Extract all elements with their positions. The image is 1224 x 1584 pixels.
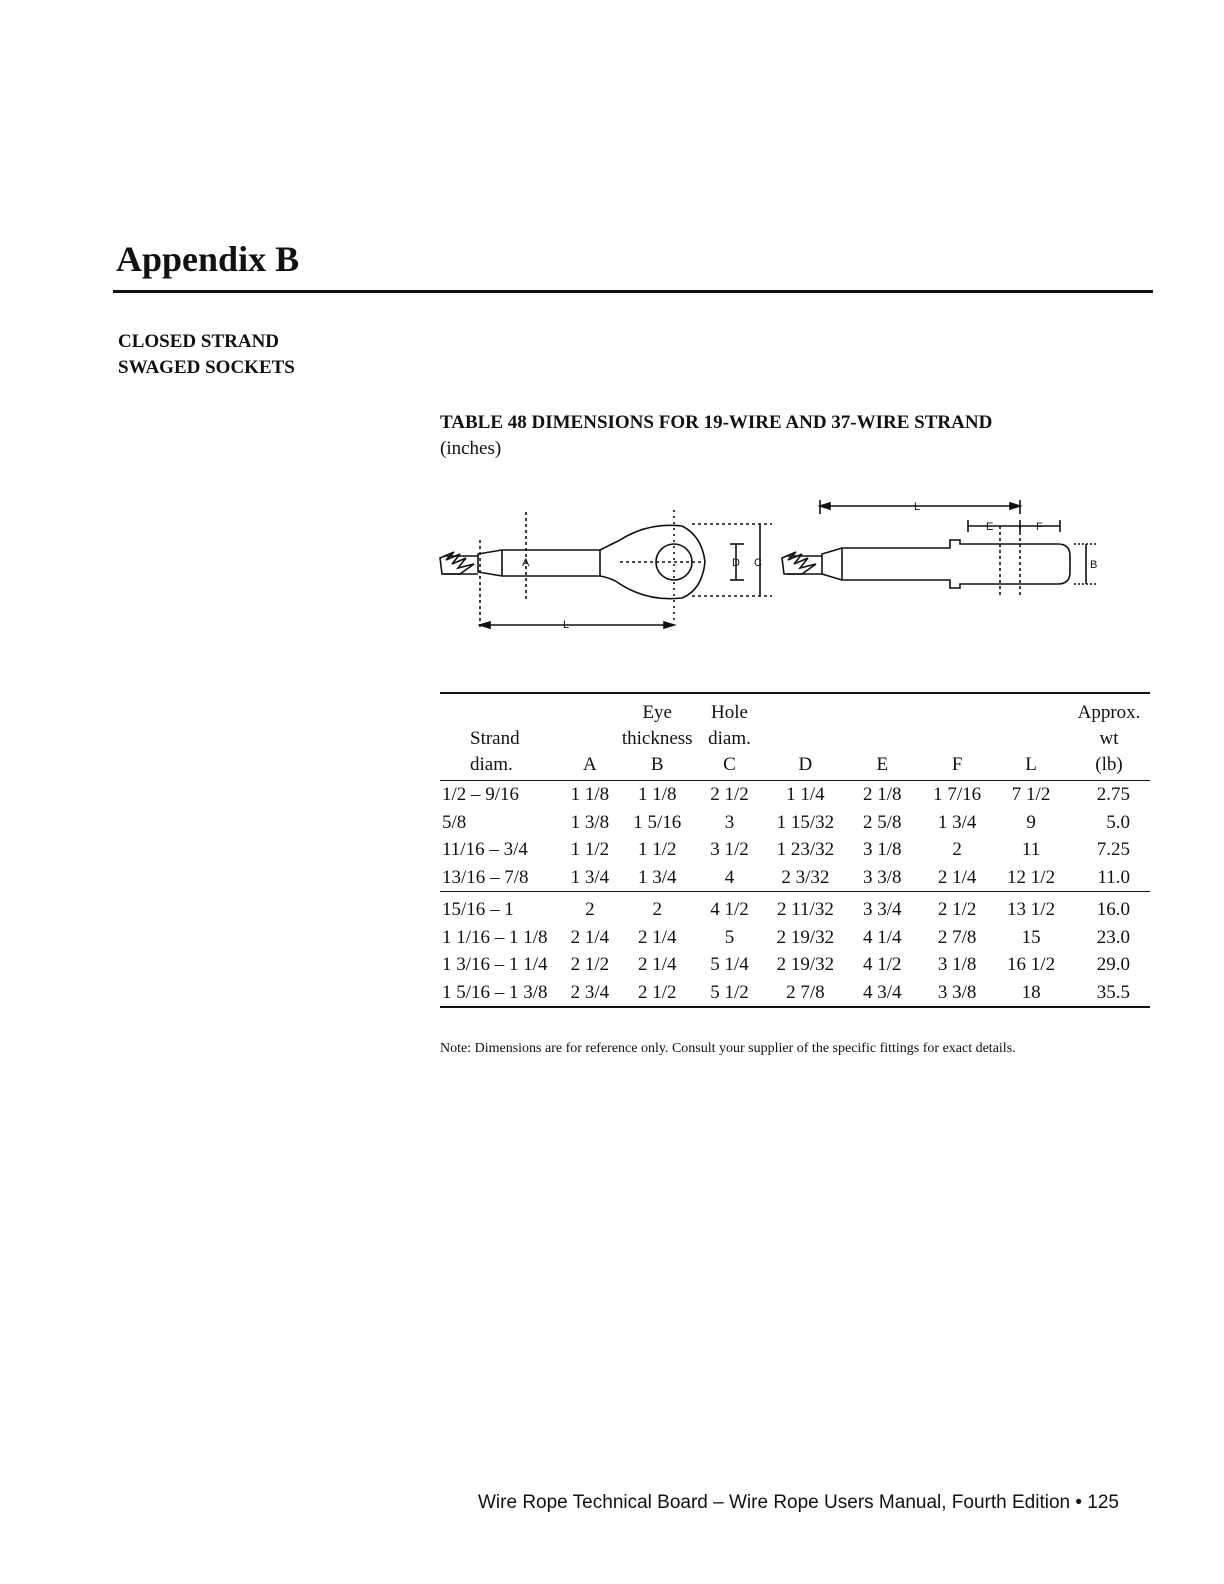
table-cell: 1 15/32	[776, 811, 835, 833]
table-cell: 16 1/2	[1007, 954, 1056, 975]
col-c-line2: diam.	[708, 728, 751, 749]
cell-strand-diam: 11/16 – 3/4	[442, 839, 528, 860]
col-b-line3: B	[622, 752, 693, 781]
table-cell: 29.0	[1096, 954, 1130, 975]
table-cell: 3 1/2	[710, 839, 749, 860]
appendix-title: Appendix B	[116, 239, 300, 279]
cell-strand-diam: 1 3/16 – 1 1/4	[442, 954, 548, 975]
table-note: Note: Dimensions are for reference only. Consult your supplier of the specific fittings for exact details.	[440, 1041, 1016, 1056]
table-cell: 3 1/8	[863, 839, 902, 860]
col-wt-line3: (lb)	[1068, 752, 1150, 781]
col-strand-line1: Strand	[470, 728, 520, 749]
label-a: A	[522, 557, 530, 569]
table-cell: 2	[558, 892, 622, 924]
table-cell: 4 1/4	[863, 926, 902, 948]
section-heading	[118, 329, 295, 381]
dimensions-table	[440, 692, 1150, 1008]
table-cell: 2 1/4	[937, 866, 977, 888]
header-row-3	[440, 752, 1150, 781]
table-cell: 4 1/2	[693, 892, 767, 924]
table-cell: 2 5/8	[863, 811, 902, 833]
table-body	[440, 781, 1150, 1008]
table-cell: 1 23/32	[776, 839, 835, 860]
table-row	[440, 836, 1150, 864]
table-cell: 18	[994, 979, 1068, 1008]
col-b-line2: thickness	[621, 728, 693, 749]
table-caption	[440, 410, 992, 462]
table-cell: 2 1/2	[710, 784, 749, 805]
cell-strand-diam: 15/16 – 1	[440, 892, 558, 924]
table-cell: 35.5	[1068, 979, 1150, 1008]
header-row-2	[440, 726, 1150, 752]
table-cell: 7 1/2	[1011, 784, 1051, 805]
col-a: A	[558, 752, 622, 781]
table-cell: 4 1/2	[863, 954, 902, 975]
table-row	[440, 924, 1150, 952]
page-footer: Wire Rope Technical Board – Wire Rope Users Manual, Fourth Edition • 125	[478, 1492, 1119, 1513]
col-wt-line1: Approx.	[1077, 702, 1141, 723]
table-cell: 23.0	[1096, 926, 1130, 948]
table-cell: 2 3/4	[558, 979, 622, 1008]
table-row	[440, 864, 1150, 892]
table-cell: 1 3/4	[637, 866, 677, 888]
label-e: E	[986, 521, 994, 533]
cell-strand-diam: 13/16 – 7/8	[442, 866, 529, 888]
table-cell: 2 19/32	[776, 954, 835, 975]
col-c-line1: Hole	[711, 702, 748, 723]
table-cell: 4 3/4	[844, 979, 920, 1008]
table-cell: 2	[622, 892, 693, 924]
table-cell: 1 5/16	[633, 811, 682, 833]
col-c-line3: C	[693, 752, 767, 781]
table-cell: 2 7/8	[937, 926, 977, 948]
table-cell: 5	[724, 926, 735, 948]
label-l-left: L	[563, 619, 570, 631]
table-cell: 13 1/2	[994, 892, 1068, 924]
label-c: C	[754, 557, 762, 569]
col-strand-line2: diam.	[440, 752, 558, 781]
table-cell: 1 1/8	[570, 784, 610, 805]
table-cell: 2 1/2	[920, 892, 994, 924]
table-cell: 2 1/4	[637, 926, 677, 948]
socket-diagram	[430, 500, 1110, 640]
col-d: D	[766, 752, 844, 781]
table-cell: 2	[952, 839, 962, 860]
table-cell: 16.0	[1068, 892, 1150, 924]
table-cell: 2 11/32	[766, 892, 844, 924]
table-cell: 2 1/2	[570, 954, 610, 975]
table-cell: 1 1/4	[786, 784, 825, 805]
swaged-socket-drawing	[782, 500, 1098, 596]
header-row-1	[440, 693, 1150, 726]
table-cell: 12 1/2	[1007, 866, 1056, 888]
table-cell: 11	[1021, 839, 1041, 860]
label-d: D	[732, 557, 740, 569]
table-cell: 5.0	[1106, 811, 1130, 833]
table-cell: 11.0	[1097, 866, 1130, 888]
section-heading-line2: SWAGED SOCKETS	[118, 357, 295, 378]
table-cell: 2 19/32	[776, 926, 835, 948]
col-f: F	[920, 752, 994, 781]
table-cell: 2 1/8	[863, 784, 902, 805]
table-cell: 1 7/16	[933, 784, 982, 805]
cell-strand-diam: 1 1/16 – 1 1/8	[442, 926, 548, 948]
table-cell: 2 1/4	[637, 954, 677, 975]
table-cell: 3 3/8	[863, 866, 902, 888]
title-rule	[113, 290, 1153, 293]
col-l: L	[994, 752, 1068, 781]
table-row	[440, 979, 1150, 1008]
table-cell: 7.25	[1096, 839, 1130, 860]
col-e: E	[844, 752, 920, 781]
table-cell: 2 3/32	[781, 866, 830, 888]
label-b: B	[1090, 559, 1098, 571]
cell-strand-diam: 1 5/16 – 1 3/8	[440, 979, 558, 1008]
label-f: F	[1036, 521, 1043, 533]
table-cell: 1 1/2	[637, 839, 677, 860]
table-caption-units: (inches)	[440, 438, 502, 459]
cell-strand-diam: 1/2 – 9/16	[442, 784, 520, 805]
col-wt-line2: wt	[1099, 728, 1119, 749]
table-cell: 1 1/2	[570, 839, 610, 860]
table-cell: 3 3/8	[920, 979, 994, 1008]
section-heading-line1: CLOSED STRAND	[118, 331, 280, 352]
table-cell: 2 1/4	[570, 926, 610, 948]
table-cell: 1 3/4	[570, 866, 610, 888]
table-cell: 4	[724, 866, 735, 888]
col-b-line1: Eye	[642, 702, 672, 723]
table-cell: 9	[1026, 811, 1036, 833]
table-cell: 3 1/8	[937, 954, 977, 975]
socket-sleeve	[822, 540, 1070, 588]
table-cell: 2 7/8	[766, 979, 844, 1008]
table-cell: 1 3/4	[937, 811, 977, 833]
table-cell: 1 3/8	[570, 811, 610, 833]
table-row	[440, 809, 1150, 837]
table-cell: 1 1/8	[637, 784, 677, 805]
table-cell: 15	[1021, 926, 1041, 948]
cell-strand-diam: 5/8	[442, 811, 467, 833]
table-cell: 5 1/4	[710, 954, 749, 975]
table-row	[440, 951, 1150, 979]
table-cell: 2.75	[1096, 784, 1130, 805]
label-l-right: L	[914, 501, 921, 513]
table-caption-title: TABLE 48 DIMENSIONS FOR 19-WIRE AND 37-WIRE STRAND	[440, 412, 993, 433]
table-cell: 3 3/4	[844, 892, 920, 924]
table-cell: 5 1/2	[693, 979, 767, 1008]
table-cell: 2 1/2	[622, 979, 693, 1008]
table-row	[440, 781, 1150, 809]
dimensions-table-wrap	[440, 692, 1150, 1008]
table-row	[440, 892, 1150, 924]
table-cell: 3	[724, 811, 735, 833]
eye-socket-drawing	[440, 510, 772, 630]
